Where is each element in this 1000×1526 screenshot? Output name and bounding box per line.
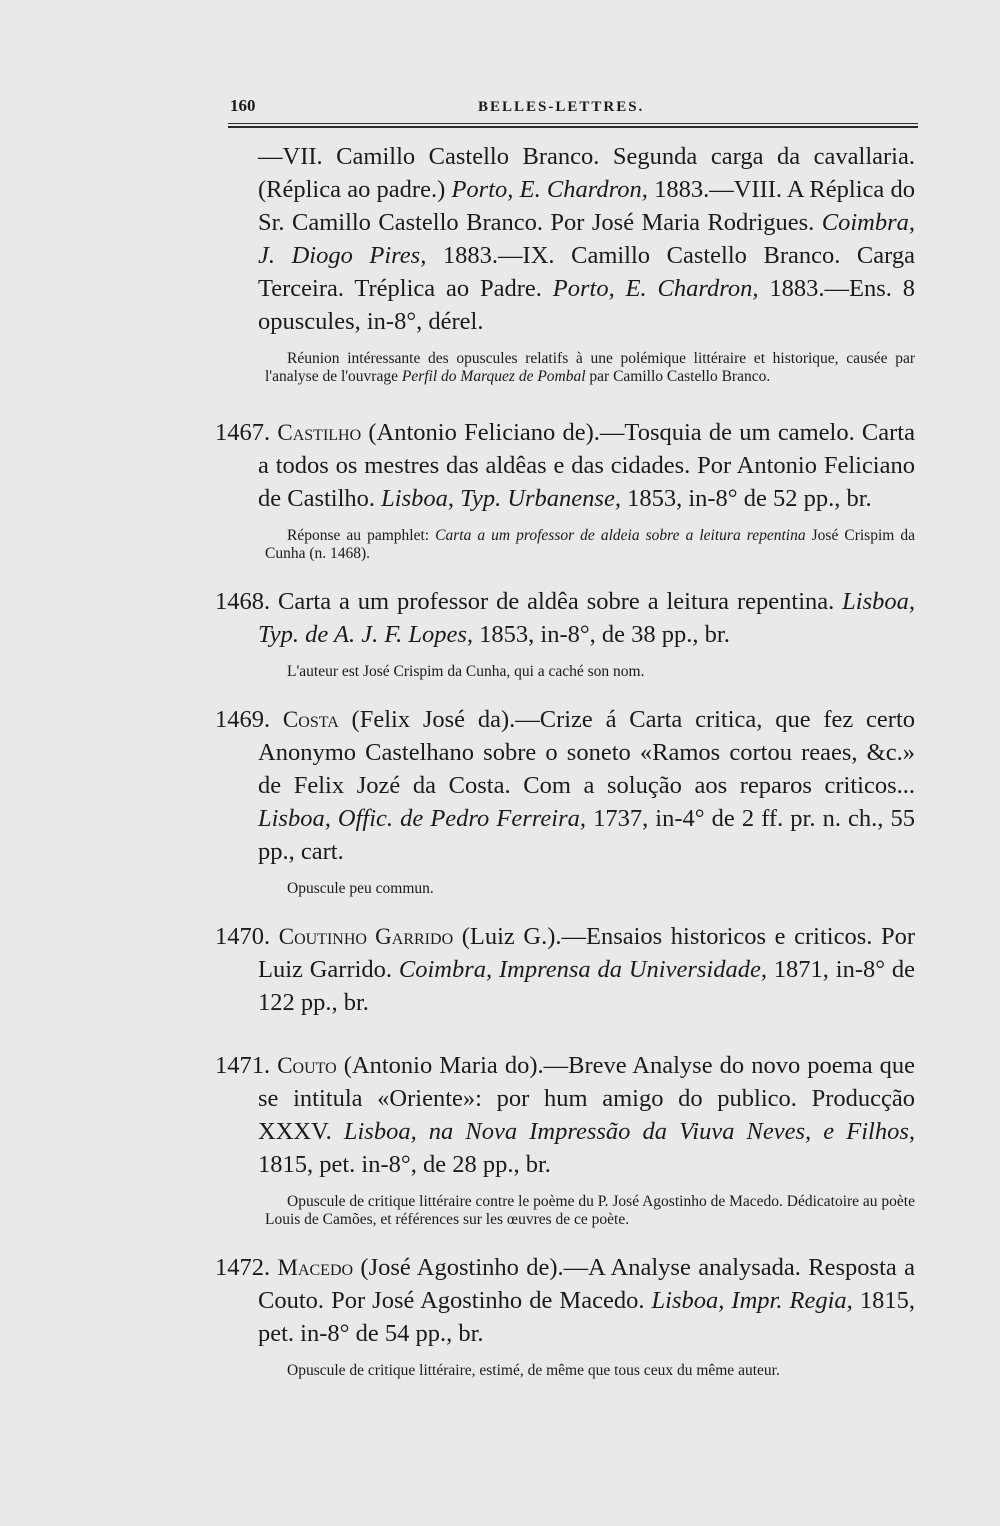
entry-note: Opuscule de critique littéraire contre le poème du P. José Agostinho de Macedo. Dédicatoire au poète Louis de Camões, et références sur les œuvres de ce poète. bbox=[265, 1193, 915, 1228]
entry-number: 1467. bbox=[215, 419, 271, 446]
entry-1468: 1468. Carta a um professor de aldêa sobre a leitura repentina. Lisboa, Typ. de A. J. F. Lopes, 1853, in-8°, de 38 pp., br. bbox=[215, 588, 915, 648]
entry-number: 1472. bbox=[215, 1254, 271, 1281]
entry-1467: 1467. Castilho (Antonio Feliciano de).—Tosquia de um camelo. Carta a todos os mestres das aldêas e das cidades. Por Antonio Feliciano de Castilho. Lisboa, Typ. Urbanense, 1853, in-8° de 52 pp., br. bbox=[215, 419, 915, 512]
page-header bbox=[228, 96, 916, 124]
entry-1471: 1471. Couto (Antonio Maria do).—Breve Analyse do novo poema que se intitula «Oriente»: por hum amigo do publico. Producção XXXV. Lisboa, na Nova Impressão da Viuva Neves, e Filhos, 1815, pet. in-8°, de 28 pp., br. bbox=[215, 1052, 916, 1178]
entry-note: Opuscule de critique littéraire, estimé, de même que tous ceux du même auteur. bbox=[287, 1362, 780, 1379]
entry-imprint: Coimbra, Imprensa da Universidade, bbox=[398, 956, 767, 983]
entry-imprint: Lisboa, Offic. de Pedro Ferreira, bbox=[258, 805, 586, 832]
running-head: BELLES-LETTRES. bbox=[478, 99, 645, 115]
entry-number: 1469. bbox=[215, 706, 271, 733]
page-number: 160 bbox=[230, 96, 256, 115]
entry-1469: 1469. Costa (Felix José da).—Crize á Carta critica, que fez certo Anonymo Castelhano sobre o soneto «Ramos cortou reaes, &c.» de Felix Jozé da Costa. Com a solução aos reparos criticos... Lisboa, Offic. de Pedro Ferreira, 1737, in-4° de 2 ff. pr. n. ch., 55 pp., cart. bbox=[215, 706, 916, 865]
entry-imprint: Lisboa, Impr. Regia, bbox=[651, 1287, 853, 1314]
entry-author: Macedo bbox=[277, 1255, 354, 1280]
entry-continuation-text: —VII. Camillo Castello Branco. Segunda carga da cavallaria. (Réplica ao padre.) Porto, E. Chardron, 1883.—VIII. A Réplica do Sr. Camillo Castello Branco. Por José Maria Rodrigues. Coimbra, J. Diogo Pires, 1883.—IX. Camillo Castello Branco. Carga Terceira. Tréplica ao Padre. Porto, E. Chardron, 1883.—Ens. 8 opuscules, in-8°, dérel. bbox=[258, 143, 915, 335]
entry-author: Costa bbox=[282, 707, 339, 732]
entry-author: Couto bbox=[277, 1053, 337, 1078]
entry-note: L'auteur est José Crispim da Cunha, qui a caché son nom. bbox=[287, 663, 645, 680]
entry-imprint: Lisboa, Typ. de A. J. F. Lopes, bbox=[258, 588, 915, 648]
entry-number: 1470. bbox=[215, 923, 271, 950]
header-rule-thin bbox=[228, 123, 918, 124]
entry-note: Réponse au pamphlet: Carta a um professor de aldeia sobre a leitura repentina José Crispim da Cunha (n. 1468). bbox=[265, 527, 915, 562]
entry-imprint: Lisboa, Typ. Urbanense, bbox=[381, 485, 621, 512]
entry-note: Réunion intéressante des opuscules relatifs à une polémique littéraire et historique, causée par l'analyse de l'ouvrage Perfil do Marquez de Pombal par Camillo Castello Branco. bbox=[265, 350, 915, 385]
entry-author: Castilho bbox=[277, 420, 362, 445]
entry-number: 1468. bbox=[215, 588, 271, 615]
entry-number: 1471. bbox=[215, 1052, 271, 1079]
entry-1472: 1472. Macedo (José Agostinho de).—A Analyse analysada. Resposta a Couto. Por José Agostinho de Macedo. Lisboa, Impr. Regia, 1815, pet. in-8° de 54 pp., br. bbox=[215, 1254, 915, 1347]
entry-note: Opuscule peu commun. bbox=[287, 880, 434, 897]
header-rule-thick bbox=[228, 126, 918, 128]
entry-1470: 1470. Coutinho Garrido (Luiz G.).—Ensaios historicos e criticos. Por Luiz Garrido. Coimbra, Imprensa da Universidade, 1871, in-8° de 122 pp., br. bbox=[215, 923, 916, 1016]
page-body bbox=[215, 140, 915, 1380]
entry-author: Coutinho Garrido bbox=[278, 924, 454, 949]
entry-imprint: Lisboa, na Nova Impressão da Viuva Neves, e Filhos, bbox=[343, 1118, 915, 1145]
